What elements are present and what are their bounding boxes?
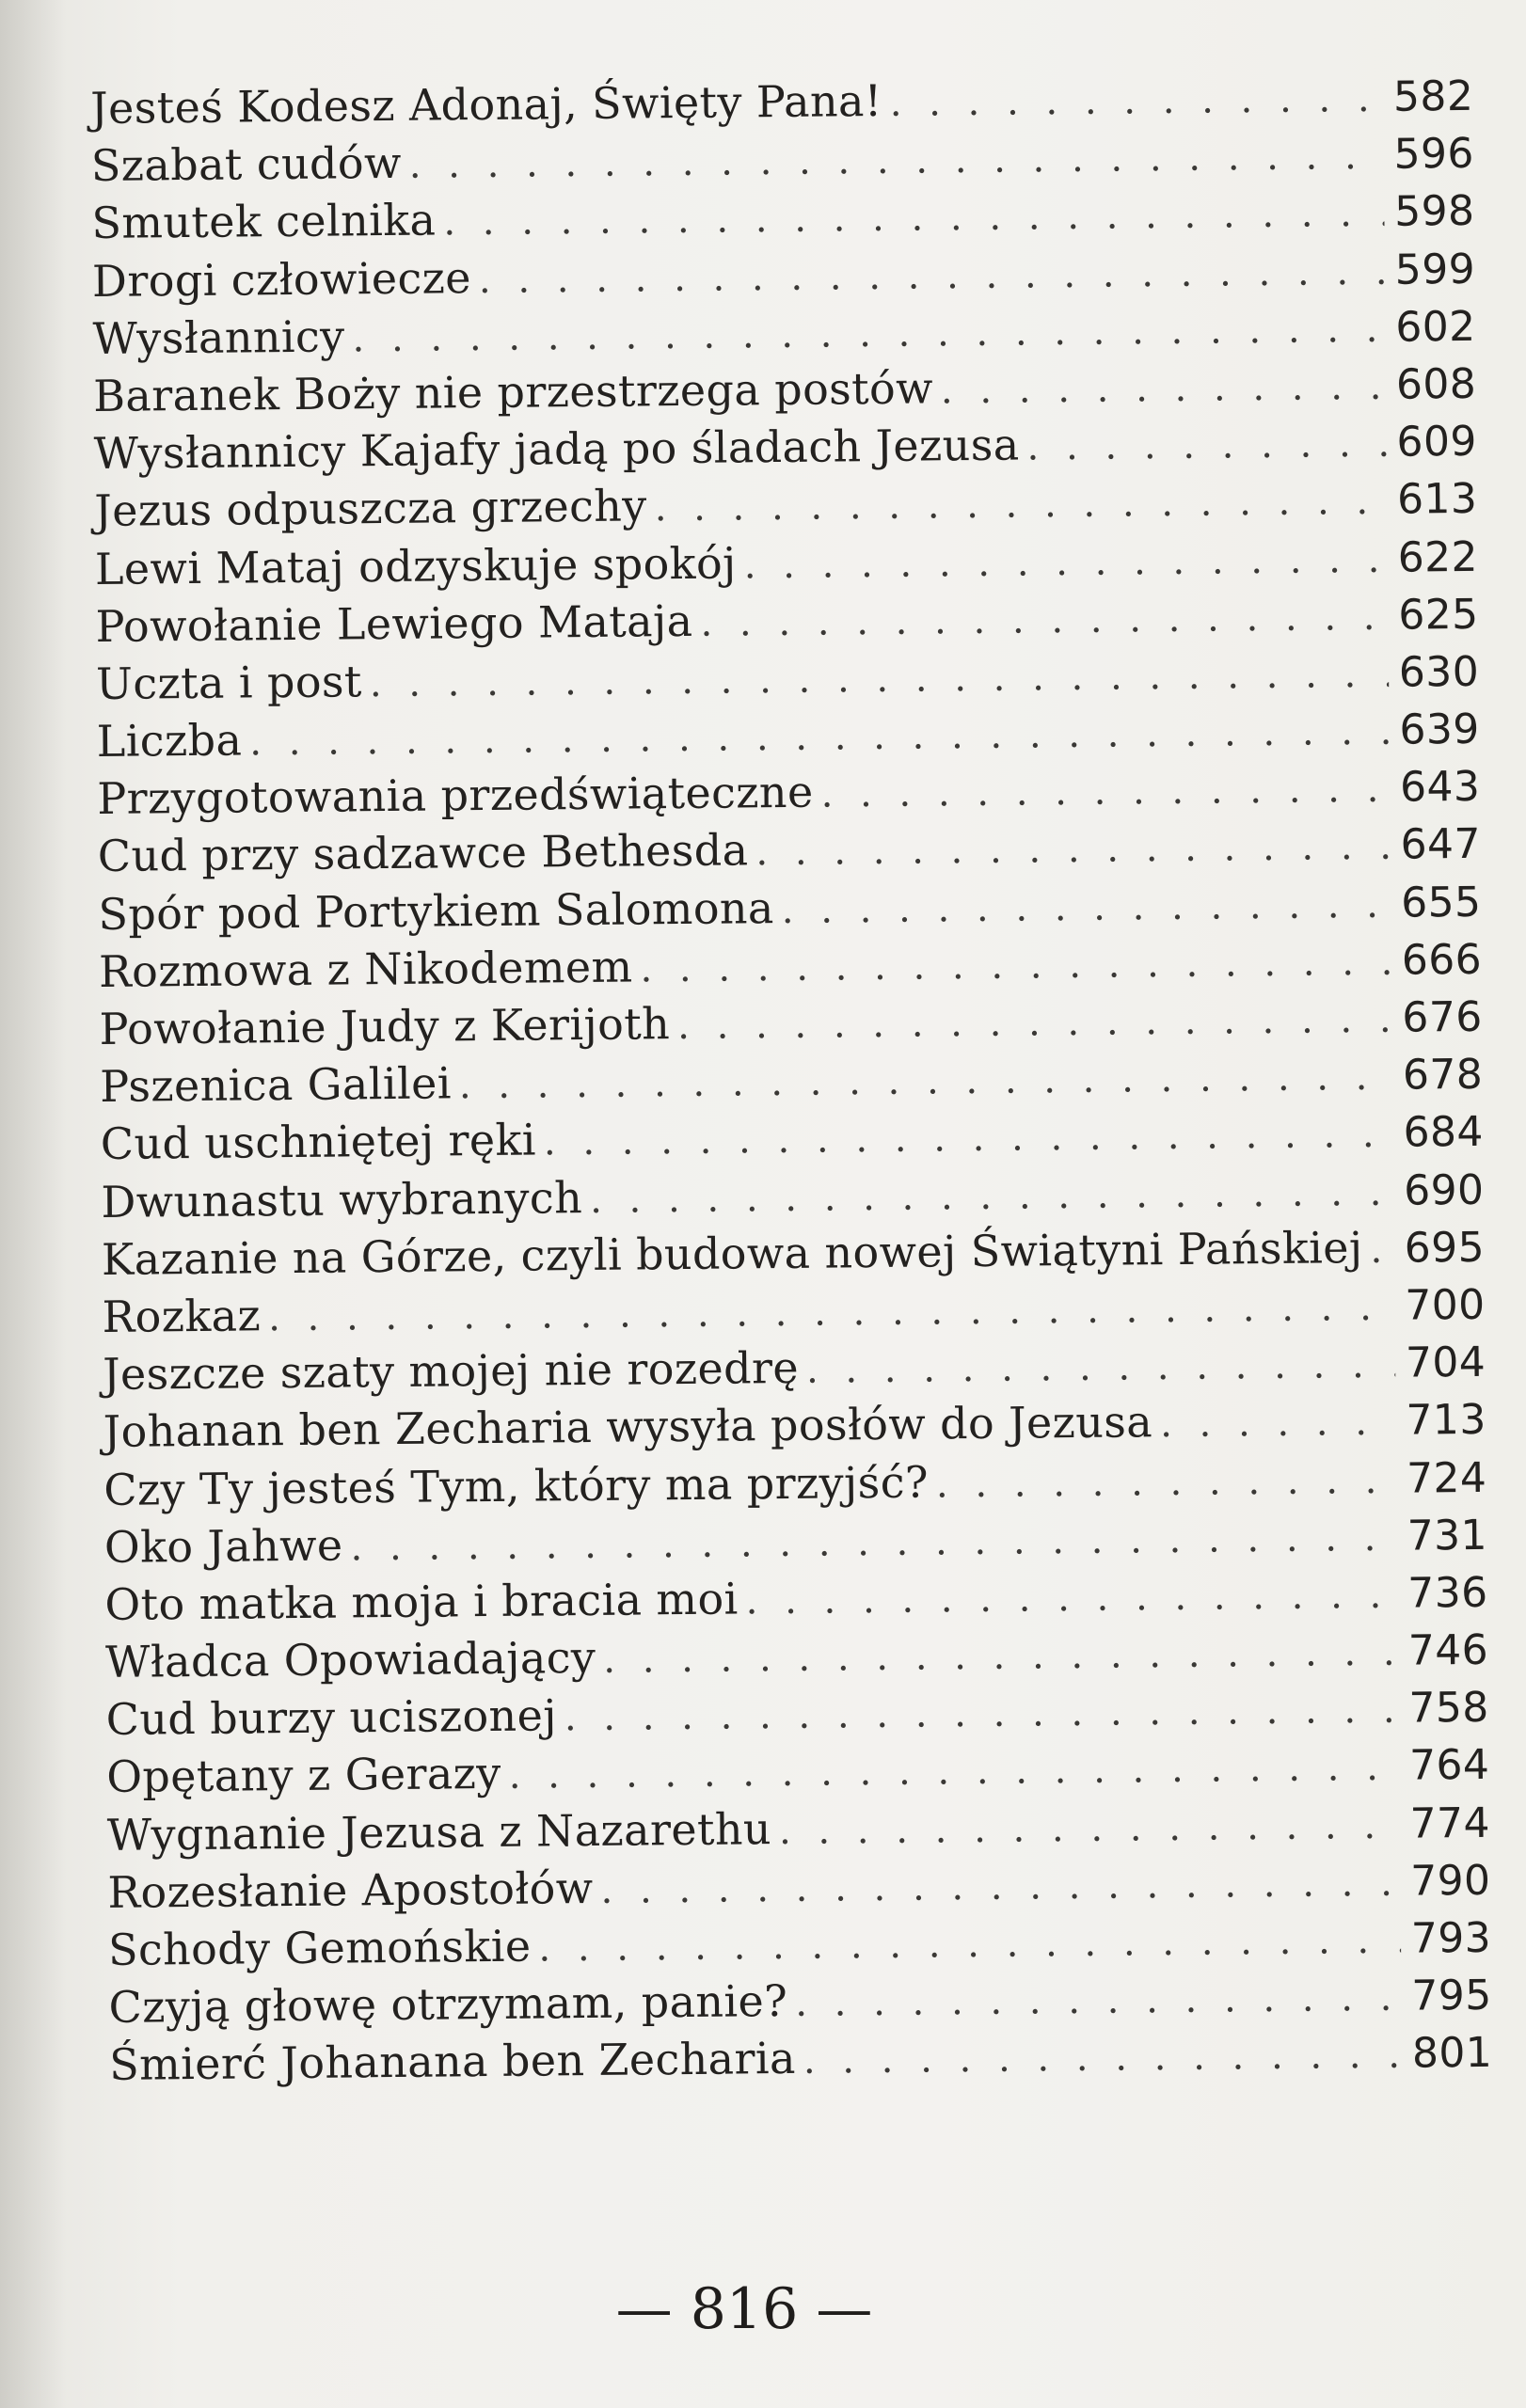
page-gutter-shadow: [0, 0, 66, 2408]
toc-entry-page: 602: [1395, 302, 1476, 352]
toc-entry-page: 613: [1396, 475, 1478, 524]
toc-leader-dots: [640, 941, 1391, 991]
toc-entry-title: Pszenica Galilei: [99, 1057, 453, 1113]
toc-entry-page: 678: [1402, 1051, 1484, 1100]
toc-entry-page: 630: [1398, 647, 1480, 697]
toc-entry-page: 622: [1397, 532, 1479, 582]
toc-entry-title: Wysłannicy Kajafy jadą po śladach Jezusa: [93, 419, 1020, 480]
toc-entry-title: Cud uschniętej ręki: [100, 1114, 537, 1170]
toc-entry-title: Jesteś Kodesz Adonaj, Święty Pana!: [90, 74, 882, 134]
toc-leader-dots: [941, 365, 1387, 413]
toc-entry-title: Oto matka moja i bracia moi: [104, 1573, 739, 1630]
toc-entry-page: 596: [1393, 130, 1475, 179]
toc-entry-page: 625: [1398, 590, 1479, 640]
toc-leader-dots: [350, 1515, 1397, 1569]
toc-entry-page: 758: [1408, 1684, 1489, 1733]
toc-entry-title: Liczba: [96, 714, 243, 768]
toc-leader-dots: [755, 825, 1391, 874]
toc-leader-dots: [700, 594, 1388, 644]
toc-leader-dots: [370, 653, 1390, 705]
toc-entry-title: Czyją głowę otrzymam, panie?: [108, 1975, 788, 2034]
toc-entry-title: Szabat cudów: [90, 137, 402, 192]
toc-entry-title: Rozesłanie Apostołów: [107, 1861, 594, 1918]
toc-leader-dots: [479, 249, 1386, 301]
toc-leader-dots: [889, 77, 1383, 125]
toc-leader-dots: [1160, 1401, 1396, 1446]
toc-leader-dots: [249, 710, 1390, 765]
toc-entry-title: Przygotowania przedświąteczne: [97, 766, 814, 825]
toc-entry-page: 676: [1402, 992, 1483, 1042]
toc-entry-page: 764: [1408, 1741, 1490, 1791]
toc-entry-title: Rozmowa z Nikodemem: [98, 941, 633, 997]
toc-entry-title: Jeszcze szaty mojej nie rozedrę: [102, 1341, 800, 1401]
toc-leader-dots: [508, 1746, 1399, 1798]
toc-entry-page: 655: [1401, 878, 1482, 927]
toc-leader-dots: [795, 1976, 1402, 2025]
toc-leader-dots: [603, 1631, 1398, 1682]
toc-entry-page: 700: [1405, 1280, 1486, 1330]
toc-entry-title: Czy Ty jesteś Tym, który ma przyjść?: [103, 1456, 930, 1515]
toc-entry-page: 609: [1396, 417, 1477, 467]
toc-entry-page: 731: [1407, 1511, 1488, 1560]
toc-leader-dots: [408, 135, 1384, 187]
toc-entry-title: Smutek celnika: [91, 194, 437, 249]
toc-leader-dots: [779, 1803, 1400, 1852]
toc-leader-dots: [538, 1919, 1401, 1971]
toc-entry-title: Powołanie Judy z Kerijoth: [99, 998, 671, 1054]
toc-entry-page: 695: [1404, 1223, 1486, 1273]
toc-entry-title: Cud burzy uciszonej: [105, 1689, 558, 1746]
toc-entry-page: 643: [1399, 763, 1481, 812]
toc-entry-title: Śmierć Johanana ben Zecharia: [108, 2033, 797, 2091]
toc-entry-page: 790: [1409, 1856, 1491, 1906]
toc-entry-page: 647: [1400, 820, 1482, 870]
toc-entry-title: Drogi człowiecze: [91, 251, 472, 307]
toc-entry-title: Opętany z Gerazy: [106, 1748, 501, 1803]
toc-leader-dots: [806, 1343, 1396, 1392]
toc-leader-dots: [936, 1458, 1397, 1506]
toc-entry-title: Dwunastu wybranych: [101, 1171, 583, 1228]
toc-entry-page: 795: [1411, 1971, 1492, 2020]
toc-entry-title: Wysłannicy: [92, 310, 345, 364]
toc-leader-dots: [1026, 422, 1387, 469]
toc-entry: [109, 2026, 1493, 2097]
toc-leader-dots: [459, 1055, 1393, 1108]
toc-leader-dots: [803, 2034, 1403, 2083]
toc-entry-page: 801: [1411, 2029, 1493, 2078]
toc-leader-dots: [590, 1170, 1394, 1221]
toc-leader-dots: [600, 1861, 1400, 1912]
toc-leader-dots: [352, 308, 1385, 361]
toc-entry-page: 793: [1410, 1913, 1492, 1963]
toc-entry-page: 608: [1395, 359, 1477, 409]
toc-entry-title: Schody Gemońskie: [107, 1920, 532, 1975]
toc-leader-dots: [1370, 1228, 1394, 1272]
toc-entry-page: 598: [1393, 187, 1475, 237]
toc-leader-dots: [745, 1574, 1397, 1624]
toc-entry-page: 582: [1392, 71, 1474, 121]
toc-entry-page: 774: [1409, 1798, 1491, 1848]
toc-entry-page: 684: [1403, 1108, 1485, 1158]
toc-entry-page: 736: [1407, 1568, 1488, 1618]
toc-entry-title: Lewi Mataj odzyskuje spokój: [94, 536, 737, 594]
toc-entry-title: Władca Opowiadający: [104, 1631, 596, 1687]
toc-entry-title: Cud przy sadzawce Bethesda: [97, 824, 749, 882]
toc-leader-dots: [677, 998, 1392, 1048]
toc-entry-page: 746: [1407, 1625, 1489, 1675]
toc-entry-title: Johanan ben Zecharia wysyła posłów do Jezusa: [103, 1396, 1153, 1458]
toc-entry-title: Kazanie na Górze, czyli budowa nowej Świątyni Pańskiej: [101, 1221, 1363, 1285]
toc-entry-title: Wygnanie Jezusa z Nazarethu: [106, 1802, 772, 1861]
toc-entry-title: Rozkaz: [102, 1290, 262, 1342]
toc-leader-dots: [654, 480, 1387, 530]
toc-leader-dots: [564, 1688, 1399, 1740]
toc-entry-page: 690: [1403, 1165, 1485, 1215]
table-of-contents: [90, 70, 1492, 2098]
toc-entry-title: Spór pod Portykiem Salomona: [98, 881, 774, 940]
toc-leader-dots: [820, 768, 1390, 816]
toc-entry-page: 724: [1406, 1453, 1487, 1503]
toc-leader-dots: [443, 192, 1384, 245]
toc-entry-page: 666: [1401, 935, 1483, 985]
toc-entry-title: Jezus odpuszcza grzechy: [94, 480, 647, 537]
toc-leader-dots: [268, 1286, 1395, 1339]
toc-leader-dots: [544, 1113, 1393, 1164]
toc-leader-dots: [782, 882, 1391, 931]
page-number: — 816 —: [615, 2276, 873, 2342]
toc-entry-page: 713: [1406, 1396, 1486, 1445]
toc-entry-title: Uczta i post: [95, 656, 363, 709]
toc-leader-dots: [743, 537, 1388, 587]
toc-entry-page: 639: [1399, 705, 1480, 754]
toc-entry-title: Oko Jahwe: [103, 1519, 343, 1573]
toc-entry-page: 599: [1394, 245, 1476, 294]
toc-entry-title: Baranek Boży nie przestrzega postów: [92, 362, 934, 421]
toc-entry-title: Powołanie Lewiego Mataja: [95, 594, 693, 652]
toc-entry-page: 704: [1405, 1338, 1486, 1387]
